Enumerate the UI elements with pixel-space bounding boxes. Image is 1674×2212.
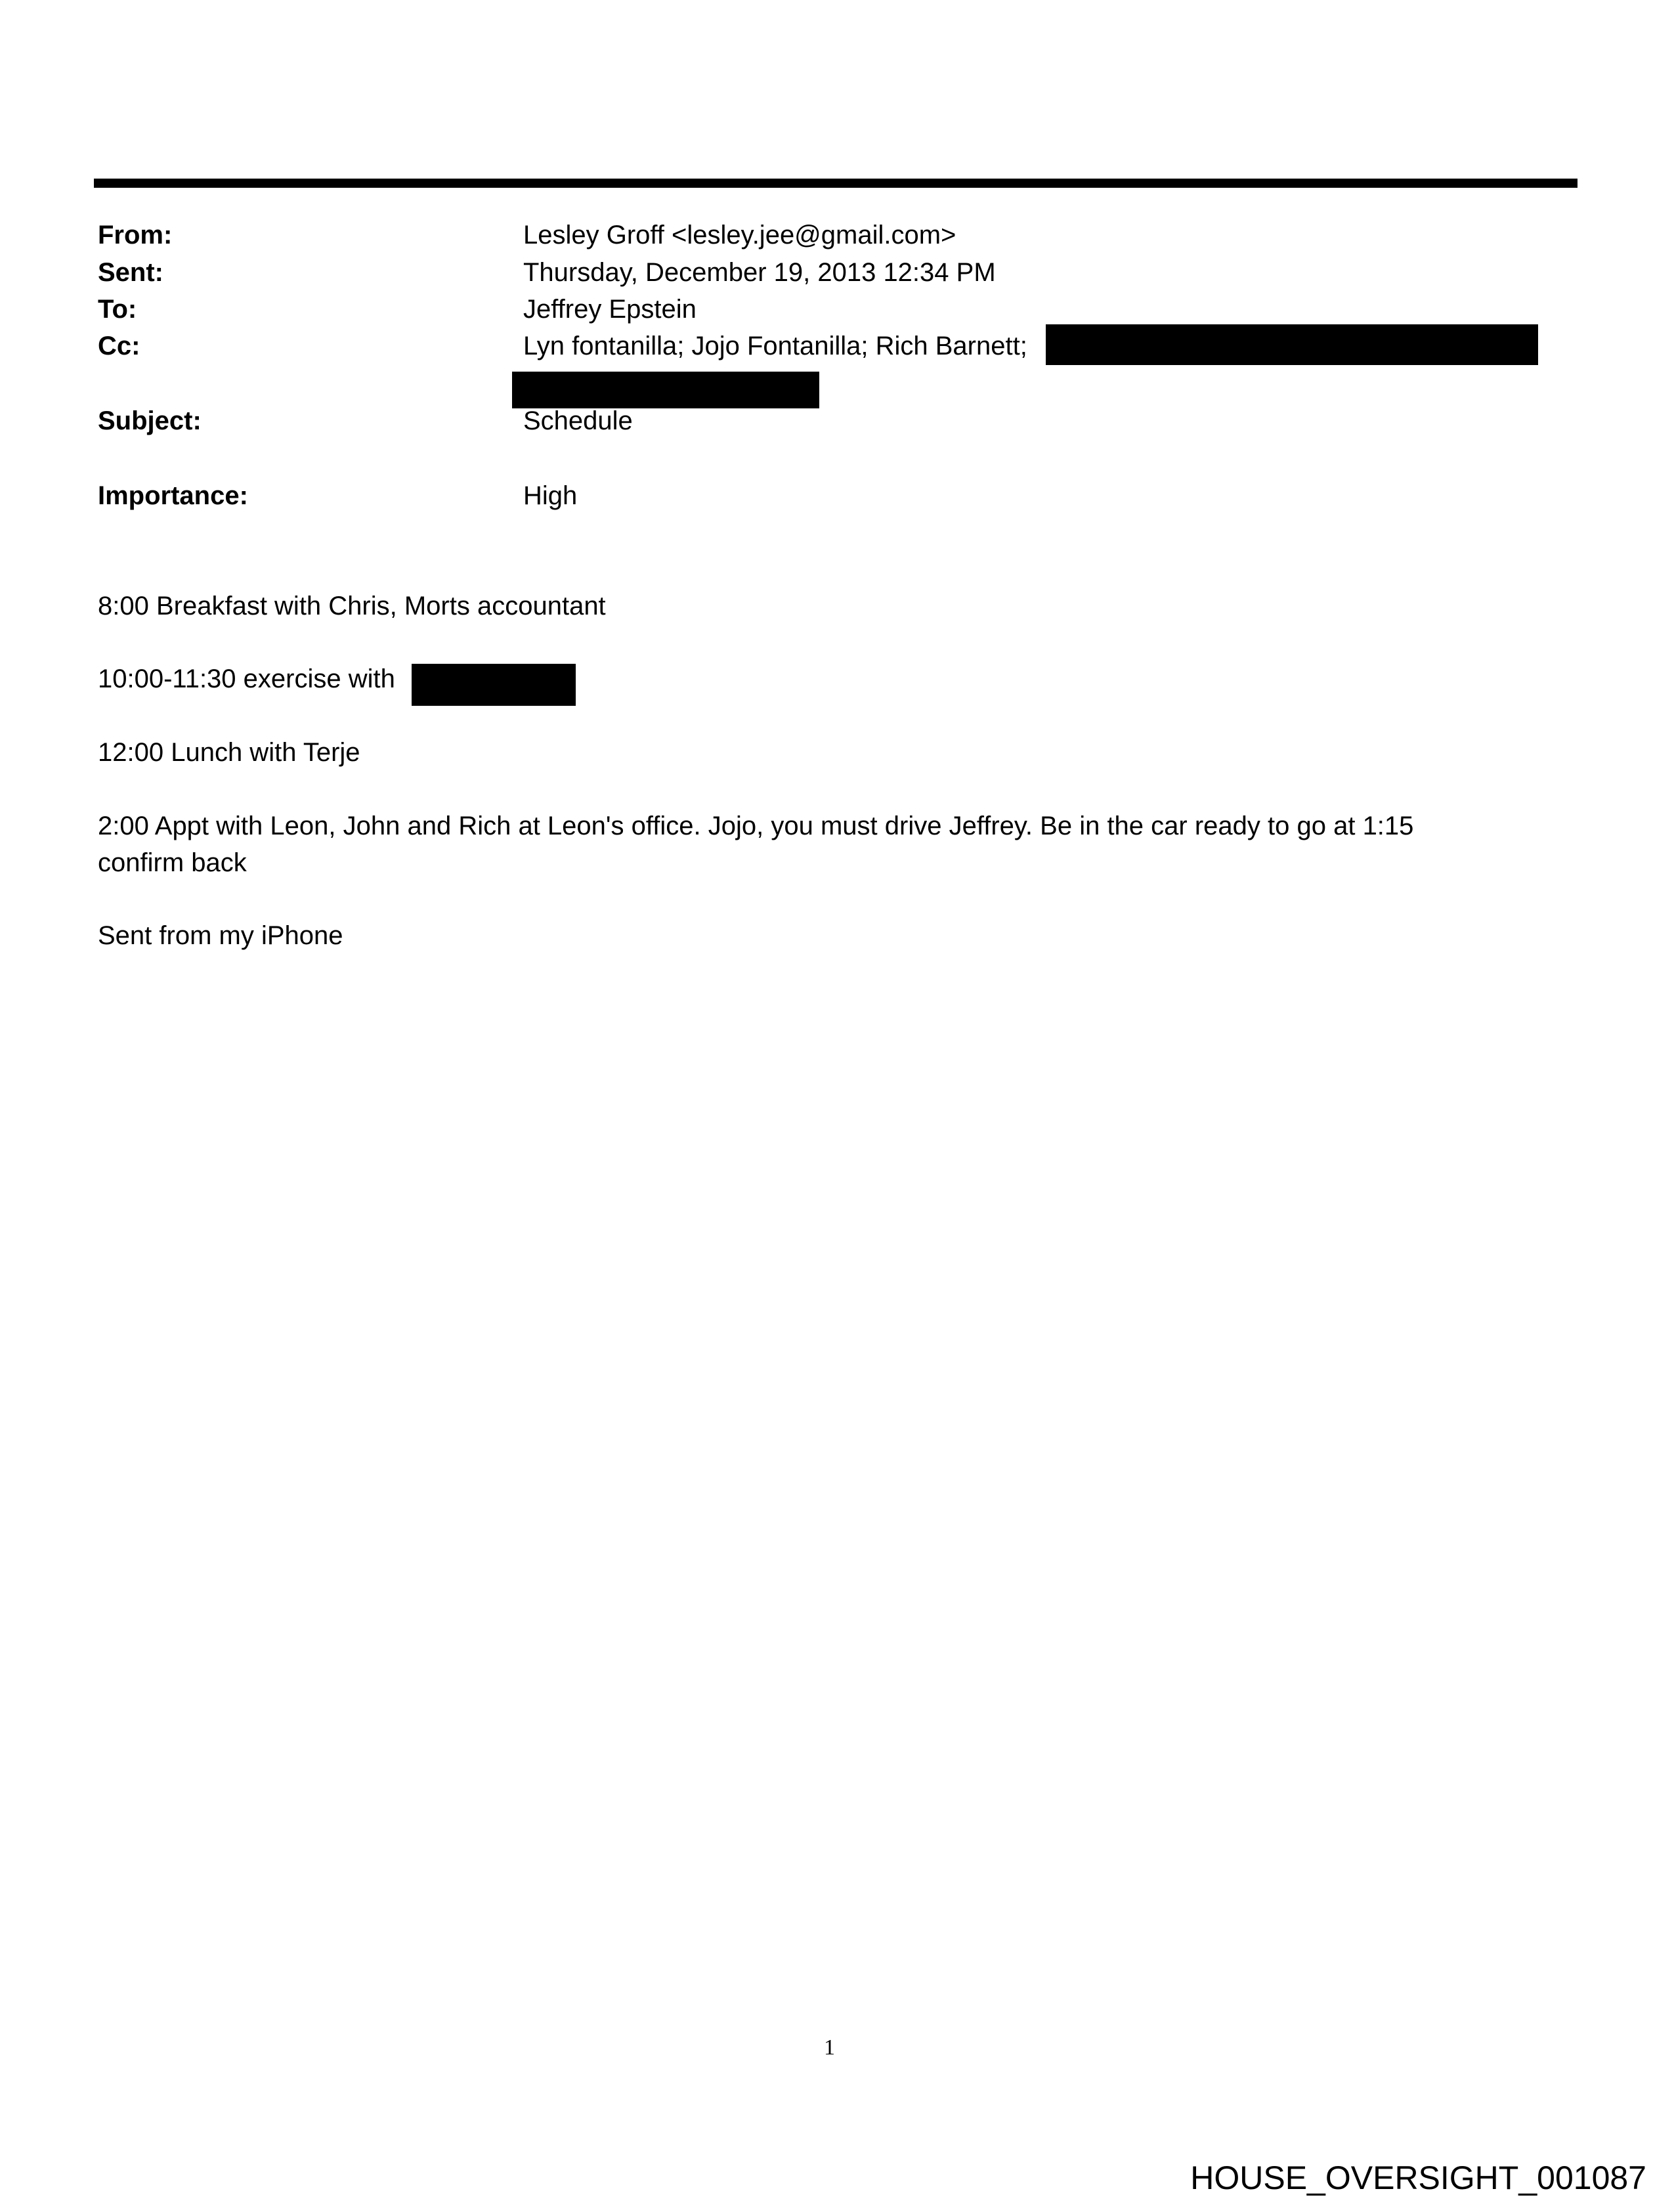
from-value: Lesley Groff <lesley.jee@gmail.com>	[523, 221, 956, 249]
cc-value: Lyn fontanilla; Jojo Fontanilla; Rich Barnett;	[523, 332, 1027, 360]
cc-redaction-block	[1046, 324, 1538, 365]
schedule-item-appointment: 2:00 Appt with Leon, John and Rich at Leon's office. Jojo, you must drive Jeffrey. Be in the car ready to go at 1:15	[98, 812, 1414, 840]
cc-label: Cc:	[98, 332, 140, 360]
page-number: 1	[824, 2035, 835, 2060]
schedule-item-appointment-cont: confirm back	[98, 848, 247, 877]
subject-value: Schedule	[523, 406, 633, 435]
header-rule	[94, 179, 1577, 188]
importance-value: High	[523, 481, 578, 510]
subject-label: Subject:	[98, 406, 202, 435]
schedule-item-lunch: 12:00 Lunch with Terje	[98, 738, 360, 767]
schedule-item-exercise: 10:00-11:30 exercise with	[98, 664, 395, 693]
sent-label: Sent:	[98, 258, 163, 287]
to-label: To:	[98, 295, 137, 324]
from-label: From:	[98, 221, 173, 249]
schedule-item-breakfast: 8:00 Breakfast with Chris, Morts accountant	[98, 592, 606, 620]
email-signature: Sent from my iPhone	[98, 921, 343, 950]
bates-number: HOUSE_OVERSIGHT_001087	[1190, 2159, 1646, 2196]
sent-value: Thursday, December 19, 2013 12:34 PM	[523, 258, 996, 287]
exercise-redaction-block	[412, 664, 576, 706]
to-value: Jeffrey Epstein	[523, 295, 697, 324]
importance-label: Importance:	[98, 481, 248, 510]
